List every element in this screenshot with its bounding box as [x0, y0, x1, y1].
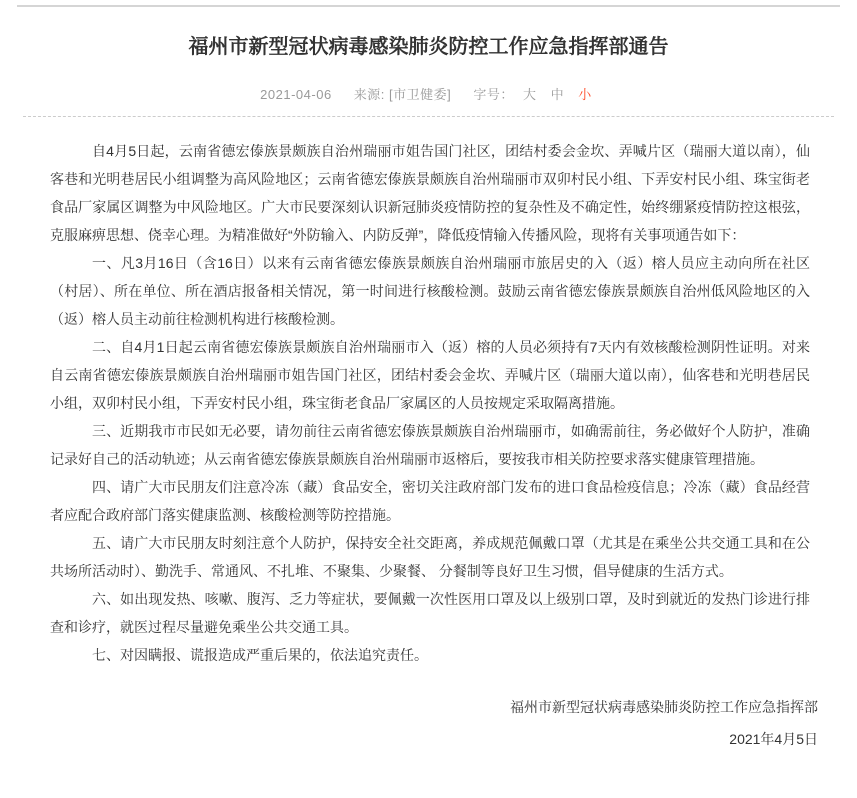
- article-paragraph: 自4月5日起，云南省德宏傣族景颇族自治州瑞丽市姐告国门社区，团结村委会金坎、弄喊片区（瑞丽大道以南），仙客巷和光明巷居民小组调整为高风险地区；云南省德宏傣族景颇族自治州瑞丽市双卯村民小组、下弄安村民小组、珠宝街老食品厂家属区调整为中风险地区。广大市民要深刻认识新冠肺炎疫情防控的复杂性及不确定性，始终绷紧疫情防控这根弦，克服麻痹思想、侥幸心理。为精准做好“外防输入、内防反弹”，降低疫情输入传播风险，现将有关事项通告如下：: [50, 143, 810, 243]
- article-paragraph: 五、请广大市民朋友时刻注意个人防护，保持安全社交距离，养成规范佩戴口罩（尤其是在乘坐公共交通工具和在公共场所活动时）、勤洗手、常通风、不扎堆、不聚集、少聚餐、 分餐制等良好卫生习惯，倡导健康的生活方式。: [50, 535, 810, 579]
- font-size-medium-button[interactable]: 中: [550, 87, 565, 102]
- article-paragraph: 六、如出现发热、咳嗽、腹泻、乏力等症状，要佩戴一次性医用口罩及以上级别口罩，及时到就近的发热门诊进行排查和诊疗，就医过程尽量避免乘坐公共交通工具。: [50, 591, 810, 635]
- font-size-small-button[interactable]: 小: [578, 87, 592, 102]
- article-body: [0, 117, 857, 669]
- top-divider: [17, 5, 840, 7]
- font-size-large-button[interactable]: 大: [523, 87, 537, 102]
- signature-date: 2021年4月5日: [729, 731, 818, 747]
- article-paragraph: 三、近期我市市民如无必要，请勿前往云南省德宏傣族景颇族自治州瑞丽市，如确需前往，务必做好个人防护，准确记录好自己的活动轨迹；从云南省德宏傣族景颇族自治州瑞丽市返榕后，要按我市相关防控要求落实健康管理措施。: [50, 423, 810, 467]
- publish-date: 2021-04-06: [260, 87, 332, 102]
- source-label: 来源: [市卫健委]: [353, 87, 452, 102]
- page-title: 福州市新型冠状病毒感染肺炎防控工作应急指挥部通告: [188, 36, 669, 58]
- font-size-switcher: [473, 87, 596, 102]
- article-paragraph: 四、请广大市民朋友们注意冷冻（藏）食品安全，密切关注政府部门发布的进口食品检疫信息；冷冻（藏）食品经营者应配合政府部门落实健康监测、核酸检测等防控措施。: [50, 479, 810, 523]
- article-paragraph: 一、凡3月16日（含16日）以来有云南省德宏傣族景颇族自治州瑞丽市旅居史的入（返）榕人员应主动向所在社区（村居）、所在单位、所在酒店报备相关情况，第一时间进行核酸检测。鼓励云南省德宏傣族景颇族自治州低风险地区的入（返）榕人员主动前往检测机构进行核酸检测。: [50, 255, 810, 327]
- article-paragraph: 七、对因瞒报、谎报造成严重后果的，依法追究责任。: [92, 647, 428, 663]
- font-size-label: 字号：: [473, 87, 514, 102]
- signature-issuer: 福州市新型冠状病毒感染肺炎防控工作应急指挥部: [510, 699, 818, 715]
- notice-page: [0, 5, 857, 798]
- article-paragraph: 二、自4月1日起云南省德宏傣族景颇族自治州瑞丽市入（返）榕的人员必须持有7天内有效核酸检测阴性证明。对来自云南省德宏傣族景颇族自治州瑞丽市姐告国门社区，团结村委会金坎、弄喊片区（瑞丽大道以南），仙客巷和光明巷居民小组，双卯村民小组，下弄安村民小组，珠宝街老食品厂家属区的人员按规定采取隔离措施。: [50, 339, 810, 411]
- article-meta: [0, 84, 857, 103]
- signature-block: [0, 691, 857, 769]
